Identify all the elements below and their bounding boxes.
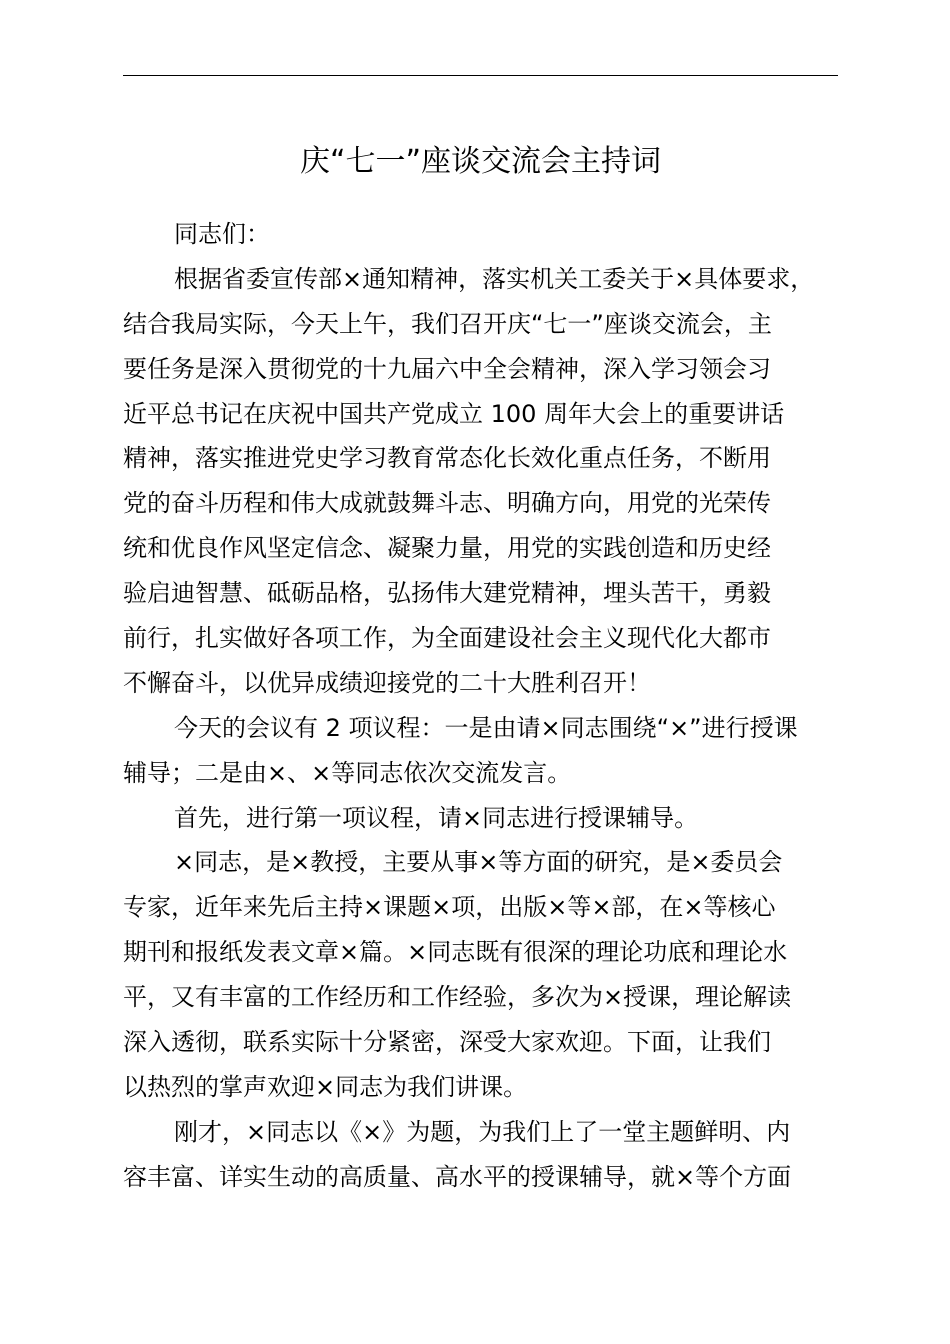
paragraph-line: 专家，近年来先后主持×课题×项，出版×等×部，在×等核心 xyxy=(123,893,776,922)
paragraph-line: 容丰富、详实生动的高质量、高水平的授课辅导，就×等个方面 xyxy=(123,1162,792,1191)
paragraph-line: 辅导；二是由×、×等同志依次交流发言。 xyxy=(123,758,572,787)
paragraph-line: 首先，进行第一项议程，请×同志进行授课辅导。 xyxy=(174,803,699,832)
paragraph-line: 平，又有丰富的工作经历和工作经验，多次为×授课，理论解读 xyxy=(123,983,792,1012)
paragraph-line: 深入透彻，联系实际十分紧密，深受大家欢迎。下面，让我们 xyxy=(123,1028,771,1057)
paragraph-line: 验启迪智慧、砥砺品格，弘扬伟大建党精神，埋头苦干，勇毅 xyxy=(123,579,771,608)
paragraph-line: 党的奋斗历程和伟大成就鼓舞斗志、明确方向，用党的光荣传 xyxy=(123,489,771,518)
paragraph-line: 以热烈的掌声欢迎×同志为我们讲课。 xyxy=(123,1072,528,1101)
paragraph-line: 近平总书记在庆祝中国共产党成立 100 周年大会上的重要讲话 xyxy=(123,399,785,428)
salutation: 同志们： xyxy=(174,220,270,248)
paragraph-line: 期刊和报纸发表文章×篇。×同志既有很深的理论功底和理论水 xyxy=(123,938,788,967)
paragraph-line: 刚才，×同志以《×》为题，为我们上了一堂主题鲜明、内 xyxy=(174,1117,791,1146)
header-rule xyxy=(123,75,838,76)
paragraph-line: 要任务是深入贯彻党的十九届六中全会精神，深入学习领会习 xyxy=(123,354,771,383)
paragraph-line: 不懈奋斗，以优异成绩迎接党的二十大胜利召开！ xyxy=(123,668,651,697)
paragraph-line: 结合我局实际，今天上午，我们召开庆“七一”座谈交流会，主 xyxy=(123,309,772,338)
paragraph-line: 统和优良作风坚定信念、凝聚力量，用党的实践创造和历史经 xyxy=(123,534,771,563)
document-title: 庆“七一”座谈交流会主持词 xyxy=(299,144,662,179)
document-body xyxy=(123,212,863,1200)
paragraph-line: 今天的会议有 2 项议程：一是由请×同志围绕“×”进行授课 xyxy=(174,713,798,742)
paragraph-line: 根据省委宣传部×通知精神，落实机关工委关于×具体要求， xyxy=(174,264,815,293)
paragraph-line: 前行，扎实做好各项工作，为全面建设社会主义现代化大都市 xyxy=(123,624,771,653)
paragraph-line: ×同志，是×教授，主要从事×等方面的研究，是×委员会 xyxy=(174,848,783,877)
paragraph-line: 精神，落实推进党史学习教育常态化长效化重点任务，不断用 xyxy=(123,444,771,473)
